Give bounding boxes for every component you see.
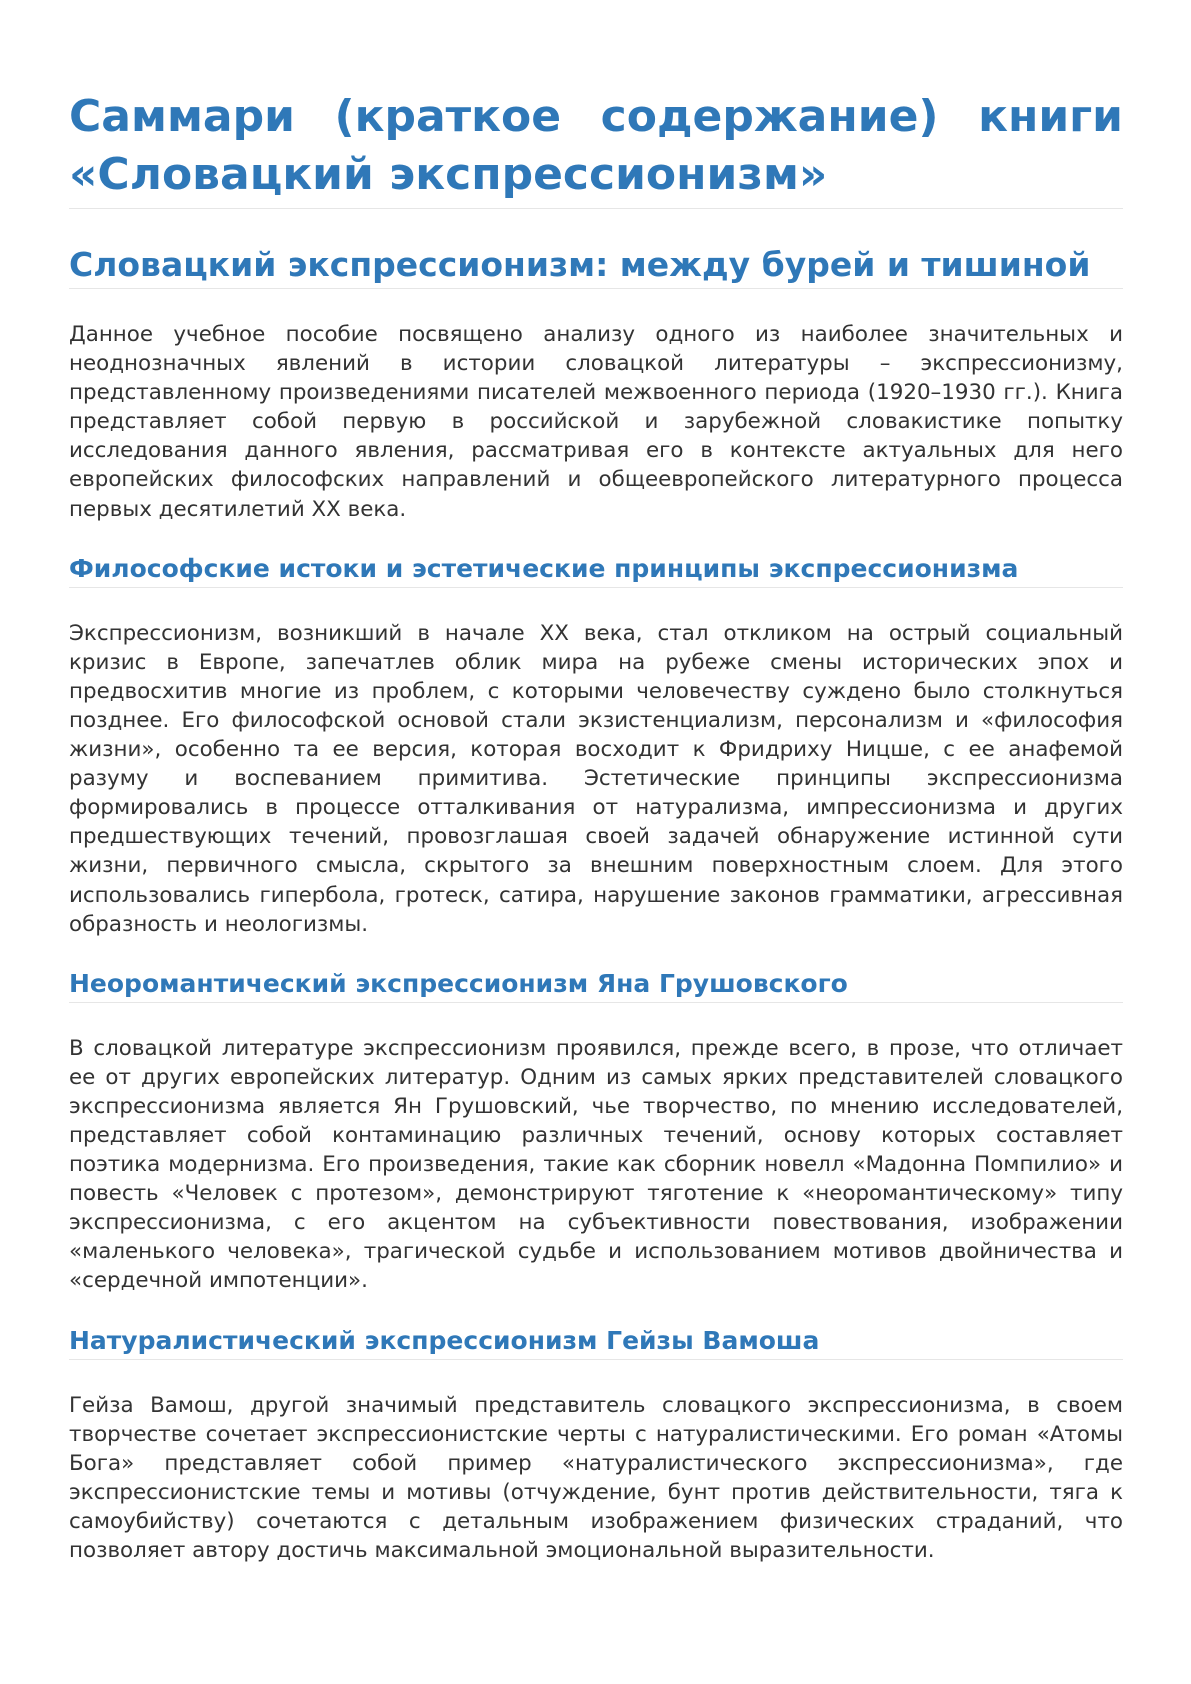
section-paragraph-hrusovsky: В словацкой литературе экспрессионизм проявился, прежде всего, в прозе, что отличает ее от других европейских литератур. Одним из самых ярких представителей словацкого экспрессионизма является Ян Грушовский, чье творчество, по мнению исследователей, представляет собой контаминацию различных течений, основу которых составляет поэтика модернизма. Его произведения, такие как сборник новелл «Мадонна Помпилио» и повесть «Человек с протезом», демонстрируют тяготение к «неоромантическому» типу экспрессионизма, с его акцентом на субъективности повествования, изображении «маленького человека», трагической судьбе и использованием мотивов двойничества и «сердечной импотенции». <box>69 1035 1123 1294</box>
section-paragraph-vamos: Гейза Вамош, другой значимый представитель словацкого экспрессионизма, в своем творчестве сочетает экспрессионистские черты с натуралистическими. Его роман «Атомы Бога» представляет собой пример «натуралистического экспрессионизма», где экспрессионистские темы и мотивы (отчуждение, бунт против действительности, тяга к самоубийству) сочетаются с детальным изображением физических страданий, что позволяет автору достичь максимальной эмоциональной выразительности. <box>69 1392 1123 1563</box>
section-heading-philosophy: Философские истоки и эстетические принципы экспрессионизма <box>69 552 1123 588</box>
intro-paragraph: Данное учебное пособие посвящено анализу одного из наиболее значительных и неоднозначных явлений в истории словацкой литературы – экспрессионизму, представленному произведениями писателей межвоенного периода (1920–1930 гг.). Книга представляет собой первую в российской и зарубежной словакистике попытку исследования данного явления, рассматривая его в контексте актуальных для него европейских философских направлений и общеевропейского литературного процесса первых десятилетий XX века. <box>69 322 1123 522</box>
section-heading-vamos: Натуралистический экспрессионизм Гейзы Вамоша <box>69 1324 1123 1360</box>
section-heading-main: Словацкий экспрессионизм: между бурей и тишиной <box>69 243 1123 289</box>
section-heading-hrusovsky: Неоромантический экспрессионизм Яна Грушовского <box>69 967 1123 1003</box>
document-page <box>69 0 1123 1565</box>
section-paragraph-philosophy: Экспрессионизм, возникший в начале XX века, стал откликом на острый социальный кризис в Европе, запечатлев облик мира на рубеже смены исторических эпох и предвосхитив многие из проблем, с которыми человечеству суждено было столкнуться позднее. Его философской основой стали экзистенциализм, персонализм и «философия жизни», особенно та ее версия, которая восходит к Фридриху Ницше, с ее анафемой разуму и воспеванием примитива. Эстетические принципы экспрессионизма формировались в процессе отталкивания от натурализма, импрессионизма и других предшествующих течений, провозглашая своей задачей обнаружение истинной сути жизни, первичного смысла, скрытого за внешним поверхностным слоем. Для этого использовались гипербола, гротеск, сатира, нарушение законов грамматики, агрессивная образность и неологизмы. <box>69 620 1123 937</box>
page-title: Саммари (краткое содержание) книги «Словацкий экспрессионизм» <box>69 0 1123 209</box>
